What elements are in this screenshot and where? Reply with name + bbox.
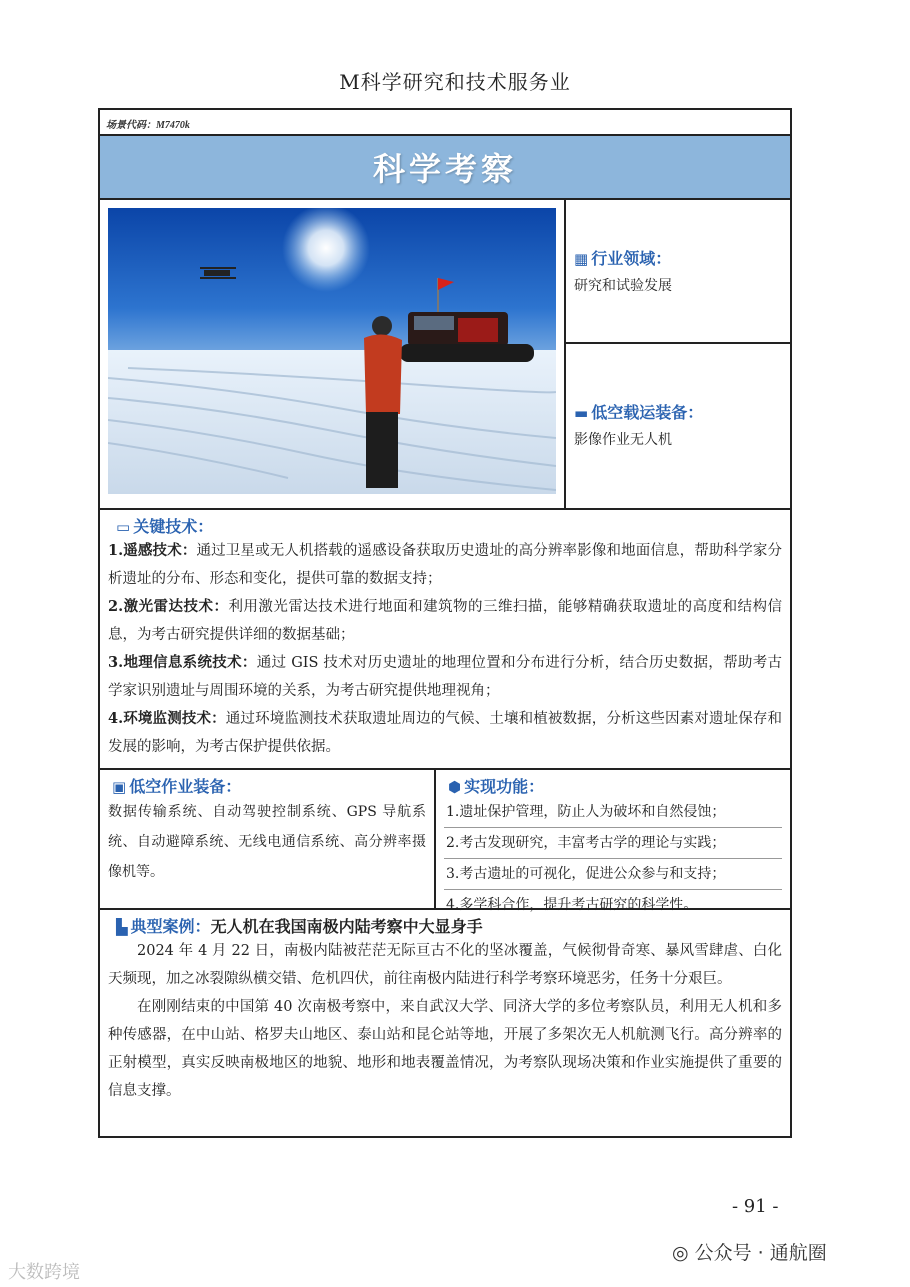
industry-value: 研究和试验发展: [574, 278, 672, 294]
key-tech-title: 3.地理信息系统技术：: [108, 654, 257, 671]
wechat-icon: ◎: [672, 1242, 695, 1264]
key-tech-section: [100, 510, 790, 765]
key-tech-item: [108, 537, 782, 593]
function-item: 2.考古发现研究，丰富考古学的理论与实践；: [444, 828, 782, 859]
grid-icon: ▦: [574, 250, 589, 268]
flag: [438, 278, 454, 290]
function-cell: [436, 768, 790, 913]
function-item: 1.遗址保护管理，防止人为破坏和自然侵蚀；: [444, 797, 782, 828]
function-label: 实现功能：: [464, 777, 545, 796]
person-icon: ▙: [116, 918, 128, 936]
photo-cell: [100, 198, 566, 510]
key-tech-title: 1.遥感技术：: [108, 542, 197, 559]
ops-equip-text: 数据传输系统、自动驾驶控制系统、GPS 导航系统、自动避障系统、无线电通信系统、高分辨率摄像机等。: [108, 804, 426, 880]
monitor-icon: ▭: [116, 518, 131, 536]
antarctic-drone-photo: [108, 208, 556, 494]
snow-field: [108, 350, 556, 494]
key-tech-text: 利用激光雷达技术进行地面和建筑物的三维扫描，能够精确获取遗址的高度和结构信息，为考古研究提供详细的数据基础；: [108, 599, 783, 643]
researcher: [364, 316, 402, 488]
key-tech-item: [108, 593, 782, 649]
title-banner: [100, 134, 790, 200]
key-tech-item: [108, 649, 782, 705]
function-item: 4.多学科合作，提升考古研究的科学性。: [446, 897, 698, 913]
case-section: [100, 910, 790, 1109]
vehicle-icon: ▬: [574, 404, 589, 422]
watermark: 大数跨境: [8, 1262, 80, 1283]
key-tech-text: 通过卫星或无人机搭载的遥感设备获取历史遗址的高分辨率影像和地面信息，帮助科学家分析遗址的分布、形态和变化，提供可靠的数据支持；: [108, 543, 783, 587]
scene-card: [98, 108, 792, 1138]
key-tech-title: 2.激光雷达技术：: [108, 598, 229, 615]
case-paragraph: 2024 年 4 月 22 日，南极内陆被茫茫无际亘古不化的坚冰覆盖，气候彻骨奇寒、暴风雪肆虐、白化天频现，加之冰裂隙纵横交错、危机四伏，前往南极内陆进行科学考察环境恶劣，任务十分艰巨。: [108, 943, 782, 987]
case-label: 典型案例：: [130, 917, 211, 936]
snow-vehicle: [400, 312, 534, 362]
industry-cell: [566, 198, 790, 344]
scene-code: 场景代码：M7470k: [106, 120, 190, 131]
sun: [282, 208, 370, 292]
key-tech-text: 通过 GIS 技术对历史遗址的地理位置和分布进行分析，结合历史数据，帮助考古学家识别遗址与周围环境的关系，为考古研究提供地理视角；: [108, 655, 782, 699]
wechat-attribution: [672, 1238, 827, 1265]
key-tech-title: 4.环境监测技术：: [108, 710, 226, 727]
carrier-label: 低空载运装备：: [591, 403, 704, 422]
case-paragraph: 在刚刚结束的中国第 40 次南极考察中，来自武汉大学、同济大学的多位考察队员，利用无人机和多种传感器，在中山站、格罗夫山地区、泰山站和昆仑站等地，开展了多架次无人机航测飞行。高分辨率的正射模型，真实反映南极地区的地貌、地形和地表覆盖情况，为考察队现场决策和作业实施提供了重要的信息支撑。: [108, 999, 782, 1099]
photo-illustration: [108, 208, 556, 494]
case-title: 无人机在我国南极内陆考察中大显身手: [210, 917, 483, 936]
carrier-cell: [566, 344, 790, 510]
key-tech-text: 通过环境监测技术获取遗址周边的气候、土壤和植被数据，分析这些因素对遗址保存和发展的影响，为考古保护提供依据。: [108, 711, 783, 755]
card-title: 科学考察: [372, 150, 517, 188]
drone-icon: [200, 268, 236, 278]
ops-equipment-cell: [100, 768, 436, 910]
wechat-text: 公众号 · 通航圈: [694, 1242, 827, 1264]
carrier-value: 影像作业无人机: [574, 432, 672, 448]
page-header: M科学研究和技术服务业: [339, 70, 571, 94]
page-number: - 91 -: [732, 1196, 779, 1217]
key-tech-label: 关键技术：: [133, 517, 214, 536]
cube-icon: ⬢: [448, 778, 462, 796]
industry-label: 行业领域：: [591, 249, 672, 268]
screen-icon: ▣: [112, 778, 127, 796]
ops-equip-label: 低空作业装备：: [129, 777, 242, 796]
key-tech-item: [108, 705, 782, 761]
function-item: 3.考古遗址的可视化，促进公众参与和支持；: [444, 859, 782, 890]
